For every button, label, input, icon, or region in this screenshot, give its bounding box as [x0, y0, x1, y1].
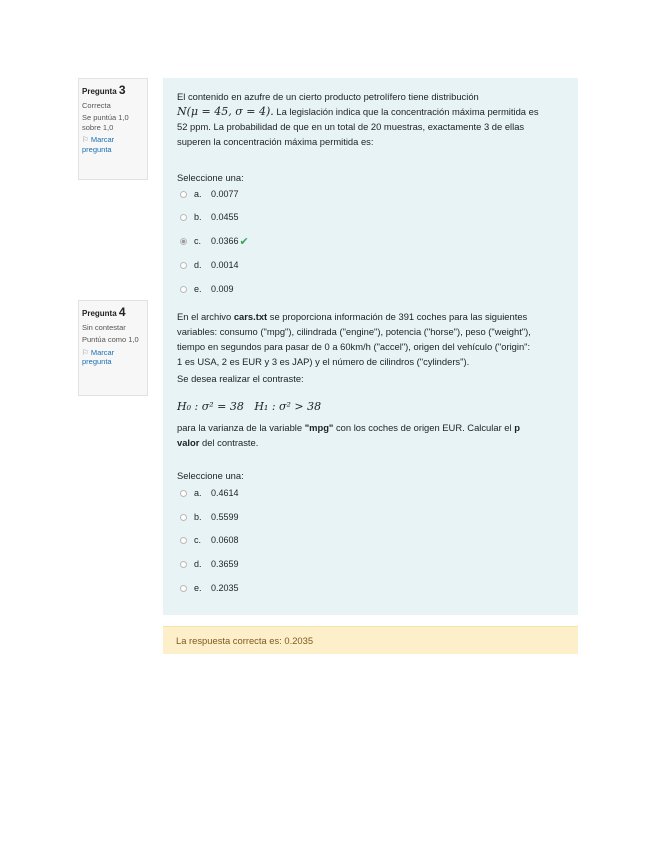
question-3-text: El contenido en azufre de un cierto producto petrolífero tiene distribución N(μ = 45, σ = 4). La legislación indica que la concentración máxima permitida es 52 ppm. La probabilidad de que en un total de 20 muestras, exactamente 3 de ellas superen la concentración máxima permitida es:	[177, 91, 539, 147]
select-prompt: Seleccione una:	[177, 172, 244, 183]
hypothesis-formula: H₀ : σ² = 38 H₁ : σ² > 38	[177, 400, 322, 413]
option-a[interactable]: a. 0.0077	[180, 187, 239, 201]
question-4-text: En el archivo cars.txt se proporciona información de 391 coches para las siguientes variables: consumo ("mpg"), cilindrada ("engine"), potencia ("horse"), peso ("weight"), tiempo en segundos para pasar de 0 a 60km/h ("accel"), origen del vehículo ("origin": 1 es USA, 2 es EUR y 3 es JAP) y el número de cilindros ("cylinders"). Se desea realizar el contraste:	[177, 311, 531, 384]
radio-button[interactable]	[180, 490, 187, 497]
flag-question-button[interactable]: ⚐ Marcar pregunta	[82, 347, 115, 367]
question-state: Sin contestar	[82, 323, 126, 332]
option-c[interactable]: c. 0.0608	[180, 533, 239, 547]
radio-button[interactable]	[180, 514, 187, 521]
option-e[interactable]: e. 0.2035	[180, 581, 239, 595]
radio-button[interactable]	[180, 585, 187, 592]
question-info-4	[78, 300, 148, 396]
option-c[interactable]: c. 0.0366 ✔	[180, 234, 249, 248]
radio-button[interactable]	[180, 214, 187, 221]
filename: cars.txt	[233, 311, 268, 322]
question-number: Pregunta 4	[82, 305, 126, 319]
flag-question-button[interactable]: ⚐ Marcar pregunta	[82, 135, 115, 154]
option-d[interactable]: d. 0.0014	[180, 258, 239, 272]
correct-check-icon: ✔	[239, 235, 249, 248]
radio-button-selected[interactable]	[180, 238, 187, 245]
option-b[interactable]: b. 0.5599	[180, 510, 239, 524]
distribution-formula: N(μ = 45, σ = 4).	[177, 105, 274, 118]
select-prompt: Seleccione una:	[177, 470, 244, 481]
question-number: Pregunta 3	[82, 83, 126, 97]
option-b[interactable]: b. 0.0455	[180, 210, 239, 224]
question-state: Correcta	[82, 101, 111, 110]
question-info-3	[78, 78, 148, 180]
option-a[interactable]: a. 0.4614	[180, 486, 239, 500]
right-answer-feedback: La respuesta correcta es: 0.2035	[163, 626, 578, 654]
radio-button[interactable]	[180, 191, 187, 198]
radio-button[interactable]	[180, 537, 187, 544]
option-d[interactable]: d. 0.3659	[180, 557, 239, 571]
question-grade: Puntúa como 1,0	[82, 335, 139, 345]
flag-icon: ⚐	[82, 347, 89, 357]
question-4-text-continued: para la varianza de la variable "mpg" con los coches de origen EUR. Calcular el p valor del contraste.	[177, 422, 520, 448]
option-e[interactable]: e. 0.009	[180, 282, 234, 296]
radio-button[interactable]	[180, 286, 187, 293]
question-grade: Se puntúa 1,0 sobre 1,0	[82, 113, 129, 132]
radio-button[interactable]	[180, 561, 187, 568]
flag-icon: ⚐	[82, 135, 89, 145]
radio-button[interactable]	[180, 262, 187, 269]
